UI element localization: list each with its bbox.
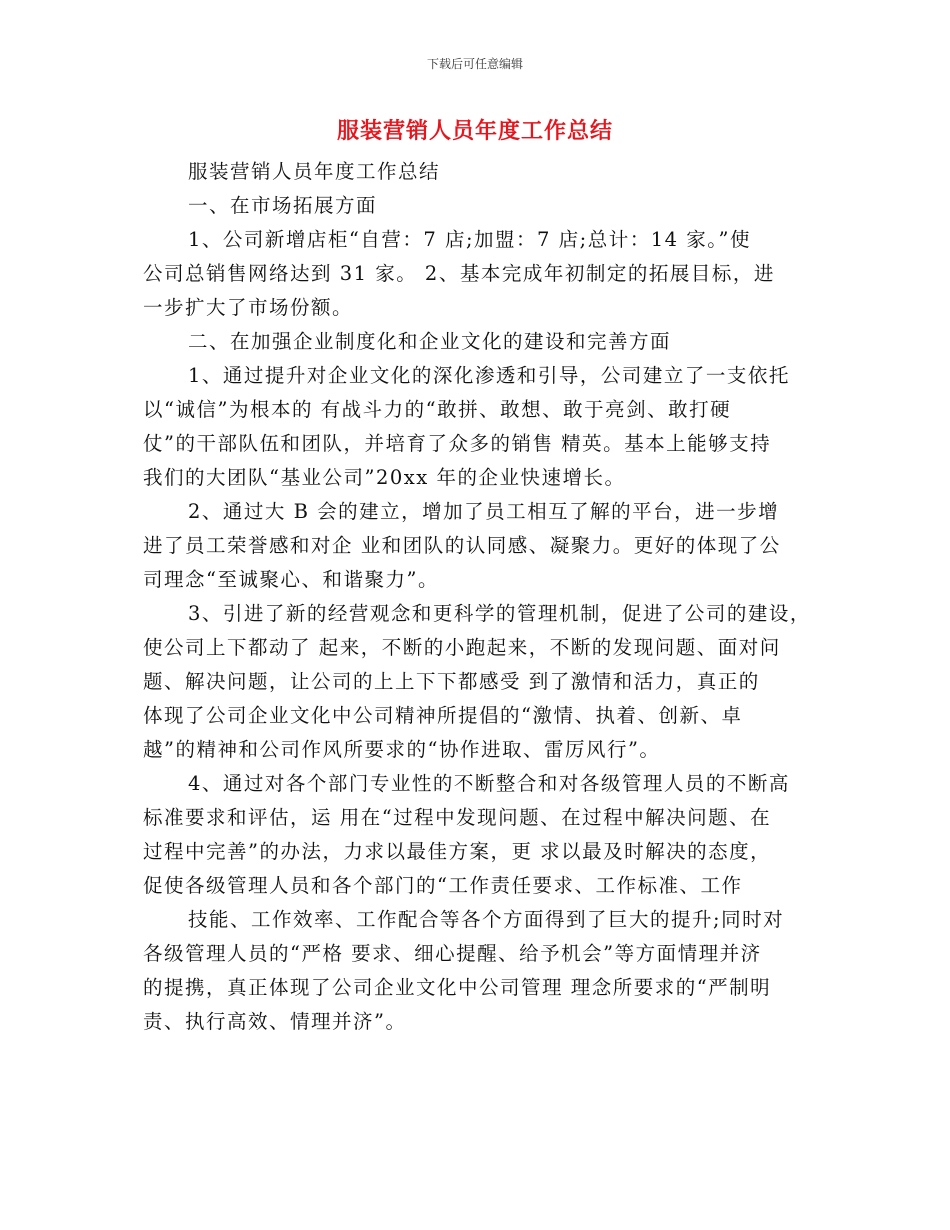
text-line: 二、在加强企业制度化和企业文化的建设和完善方面	[188, 330, 672, 353]
text-line: 服装营销人员年度工作总结	[188, 160, 441, 183]
text-line: 2、通过大 B 会的建立，增加了员工相互了解的平台，进一步增	[188, 500, 780, 523]
text-line: 促使各级管理人员和各个部门的“工作责任要求、工作标准、工作	[143, 874, 743, 897]
text-line: 标准要求和评估，运 用在“过程中发现问题、在过程中解决问题、在	[143, 806, 772, 829]
text-line: 一步扩大了市场份额。	[143, 296, 354, 319]
text-line: 3、引进了新的经营观念和更科学的管理机制，促进了公司的建设，	[188, 602, 811, 625]
text-line: 技能、工作效率、工作配合等各个方面得到了巨大的提升;同时对	[188, 908, 785, 931]
text-line: 的提携，真正体现了公司企业文化中公司管理 理念所要求的“严制明	[143, 976, 772, 999]
text-line: 进了员工荣誉感和对企 业和团队的认同感、凝聚力。更好的体现了公	[143, 534, 781, 557]
document-title: 服装营销人员年度工作总结	[336, 118, 613, 144]
text-line: 越”的精神和公司作风所要求的“协作进取、雷厉风行”。	[143, 738, 661, 761]
text-line: 1、公司新增店柜“自营：7 店;加盟：7 店;总计：14 家。”使	[188, 228, 751, 251]
text-line: 1、通过提升对企业文化的深化渗透和引导，公司建立了一支依托	[188, 364, 790, 387]
text-line: 以“诚信”为根本的 有战斗力的“敢拼、敢想、敢于亮剑、敢打硬	[143, 398, 732, 421]
text-line: 各级管理人员的“严格 要求、细心提醒、给予机会”等方面情理并济	[143, 942, 762, 965]
text-line: 我们的大团队“基业公司”20xx 年的企业快速增长。	[143, 466, 626, 489]
text-line: 4、通过对各个部门专业性的不断整合和对各级管理人员的不断高	[188, 772, 790, 795]
text-line: 过程中完善”的办法，力求以最佳方案，更 求以最及时解决的态度，	[143, 840, 772, 863]
text-line: 体现了公司企业文化中公司精神所提倡的“激情、执着、创新、卓	[143, 704, 743, 727]
text-line: 仗”的干部队伍和团队，并培育了众多的销售 精英。基本上能够支持	[143, 432, 772, 455]
text-line: 责、执行高效、情理并济”。	[143, 1010, 407, 1033]
text-line: 使公司上下都动了 起来，不断的小跑起来，不断的发现问题、面对问	[143, 636, 781, 659]
text-line: 司理念“至诚聚心、和谐聚力”。	[143, 568, 439, 591]
header-note: 下载后可任意编辑	[426, 57, 523, 71]
document-body	[143, 155, 823, 1039]
text-line: 题、解决问题，让公司的上上下下都感受 到了激情和活力，真正的	[143, 670, 760, 693]
text-line: 一、在市场拓展方面	[188, 194, 378, 217]
text-line: 公司总销售网络达到 31 家。 2、基本完成年初制定的拓展目标，进	[143, 262, 775, 285]
